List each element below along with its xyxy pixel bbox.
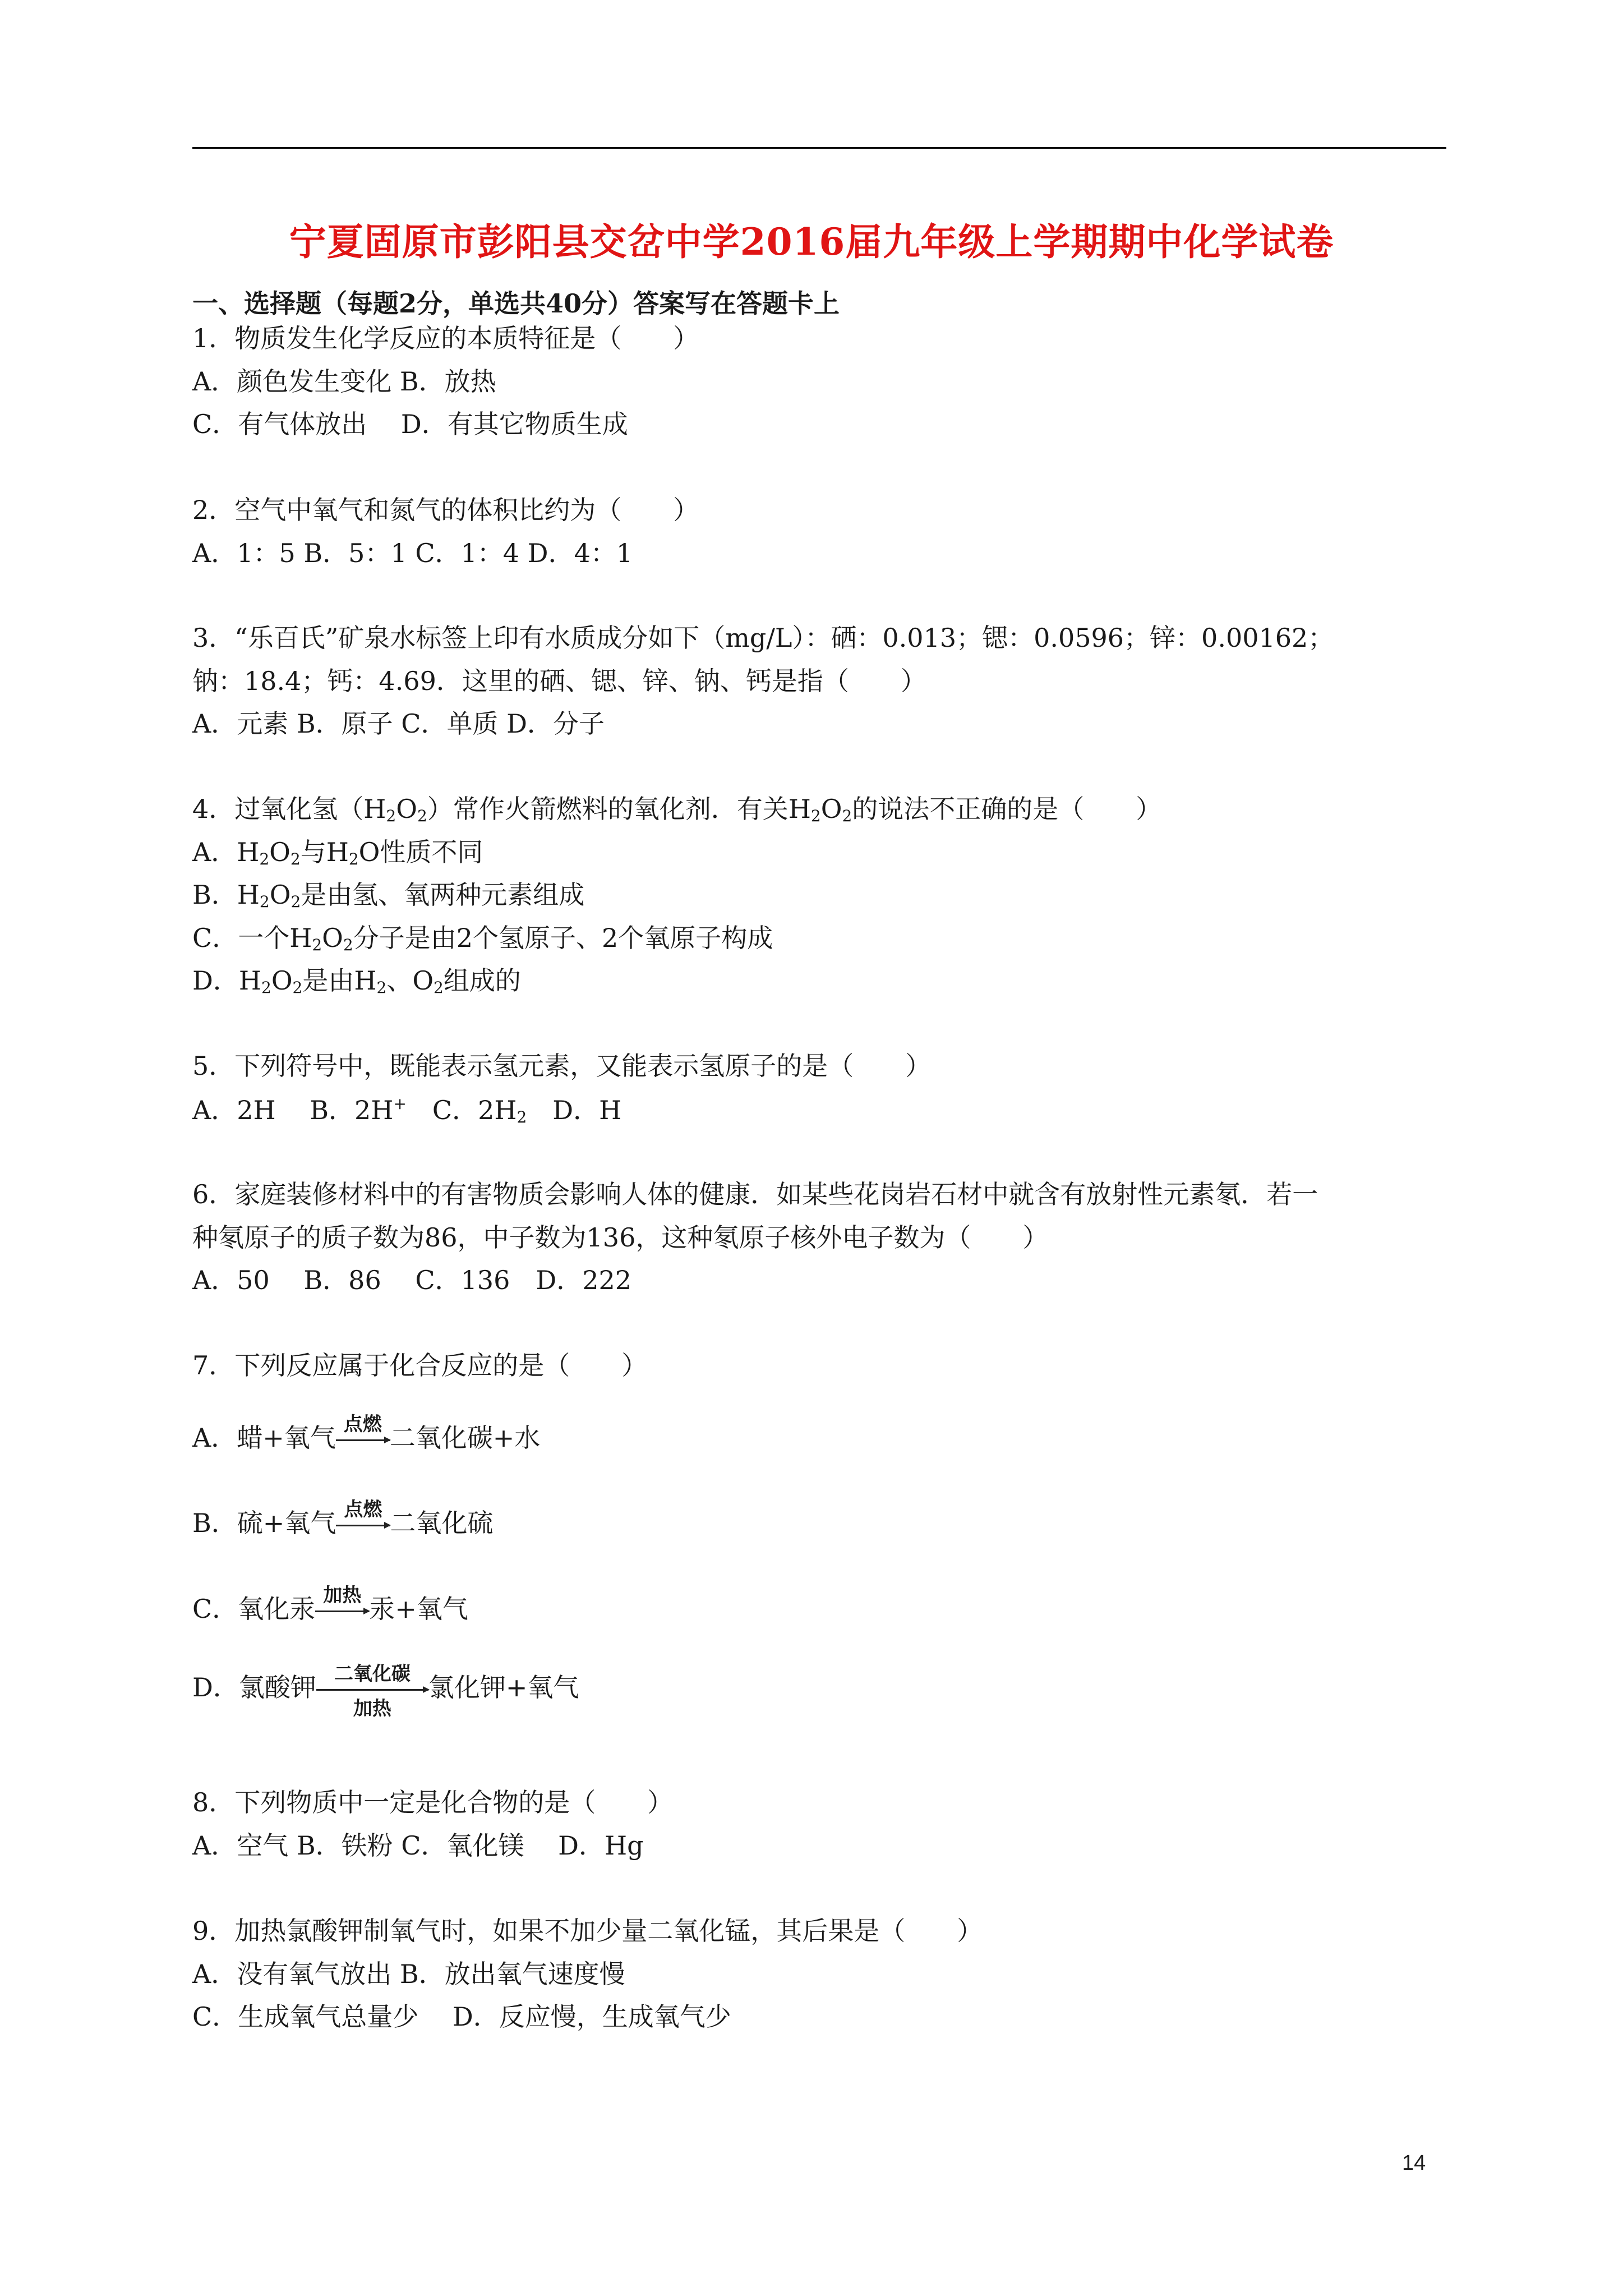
q7-option-c: C．氧化汞 加热 汞+氧气: [192, 1584, 468, 1624]
q4-option-d: D．$H_2O_2$是由$H_2$、$O_2$组成的: [192, 965, 521, 997]
q1-options-cd: C．有气体放出 D．有其它物质生成: [192, 409, 628, 439]
q7-option-a: A．蜡+氧气 点燃 二氧化碳+水: [192, 1413, 541, 1453]
reaction-arrow: 加热: [315, 1611, 369, 1618]
reaction-arrow: 点燃: [336, 1439, 390, 1447]
q4-option-b: B．$H_2O_2$是由氢、氧两种元素组成: [192, 880, 585, 911]
q1-options-ab: A．颜色发生变化 B．放热: [192, 366, 496, 397]
q4-stem: 4．过氧化氢$(H_2O_2)$常作火箭燃料的氧化剂．有关$H_2O_2$的说法不正确的是（ ）: [192, 794, 1162, 825]
reaction-arrow: 点燃: [336, 1525, 390, 1532]
q3-options: A．元素 B．原子 C．单质 D．分子: [192, 708, 605, 739]
exam-title: 宁夏固原市彭阳县交岔中学2016届九年级上学期期中化学试卷: [289, 220, 1334, 264]
q4-option-c: C．一个$H_2O_2$分子是由2个氢原子、2个氧原子构成: [192, 923, 773, 954]
q7-option-b: B．硫+氧气 点燃 二氧化硫: [192, 1498, 494, 1538]
q9-options-cd: C．生成氧气总量少 D．反应慢，生成氧气少: [192, 2001, 731, 2032]
q9-options-ab: A．没有氧气放出 B．放出氧气速度慢: [192, 1959, 625, 1989]
q9-stem: 9．加热氯酸钾制氧气时，如果不加少量二氧化锰，其后果是（ ）: [192, 1916, 983, 1946]
q3-stem-line1: 3．“乐百氏”矿泉水标签上印有水质成分如下（mg/L）：硒：0.013；锶：0.0596；锌：0.00162；: [192, 623, 1334, 653]
q8-options: A．空气 B．铁粉 C．氧化镁 D．Hg: [192, 1830, 644, 1861]
q2-stem: 2．空气中氧气和氮气的体积比约为（ ）: [192, 495, 699, 525]
q8-stem: 8．下列物质中一定是化合物的是（ ）: [192, 1787, 674, 1818]
section-heading: 一、选择题（每题2分，单选共40分）答案写在答题卡上: [192, 288, 840, 319]
header-rule: [192, 147, 1446, 149]
q7-option-d: D．氯酸钾 二氧化碳 加热 氯化钾+氧气: [192, 1663, 579, 1720]
reaction-arrow: 二氧化碳 加热: [316, 1689, 428, 1696]
q6-stem-line2: 种氡原子的质子数为86，中子数为136，这种氡原子核外电子数为（ ）: [192, 1222, 1049, 1253]
q1-stem: 1．物质发生化学反应的本质特征是（ ）: [192, 323, 699, 353]
q6-options: A．50 B．86 C．136 D．222: [192, 1265, 632, 1295]
page-number: 14: [1402, 2151, 1426, 2175]
q7-stem: 7．下列反应属于化合反应的是（ ）: [192, 1350, 648, 1381]
q3-stem-line2: 钠：18.4；钙：4.69．这里的硒、锶、锌、钠、钙是指（ ）: [192, 666, 926, 696]
q4-option-a: A．$H_2O_2$与$H_2O$性质不同: [192, 837, 483, 868]
q5-stem: 5．下列符号中，既能表示氢元素，又能表示氢原子的是（ ）: [192, 1051, 932, 1081]
q5-options: A．2H B．2H+ C．$2H_2$ D．H: [192, 1094, 622, 1126]
q6-stem-line1: 6．家庭装修材料中的有害物质会影响人体的健康．如某些花岗岩石材中就含有放射性元素氡．若一: [192, 1179, 1318, 1209]
q2-options: A．1：5 B．5：1 C．1：4 D．4：1: [192, 538, 633, 568]
